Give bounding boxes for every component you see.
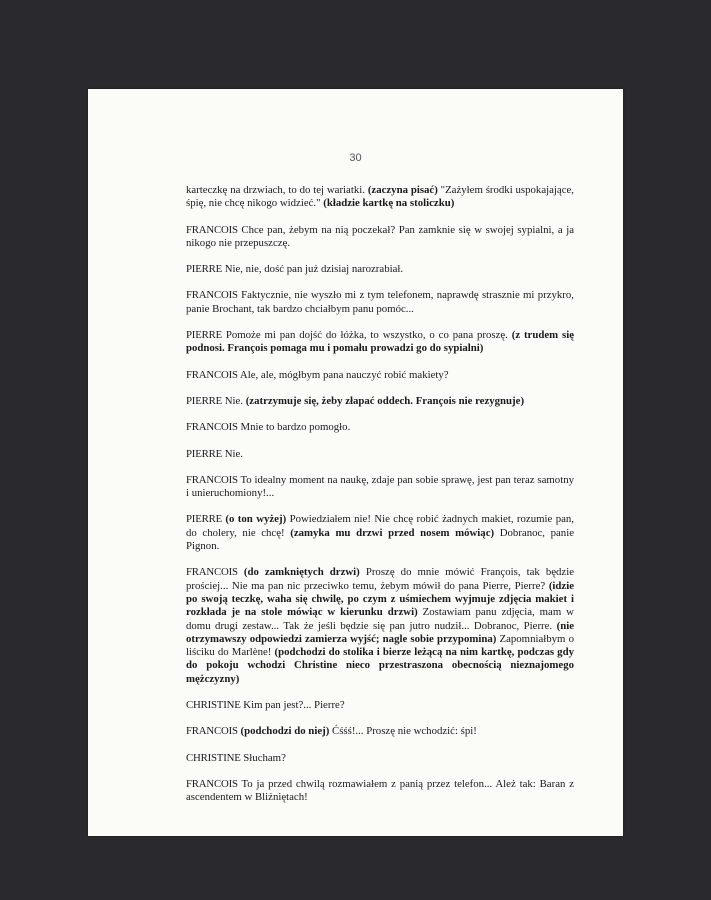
- stage-direction: (zamyka mu drzwi przed nosem mówiąc): [290, 526, 495, 539]
- speaker-name: CHRISTINE: [186, 699, 241, 712]
- dialogue-text: Nie.: [222, 394, 246, 407]
- dialogue-text: Mnie to bardzo pomogło.: [237, 421, 351, 434]
- script-text: [186, 184, 574, 818]
- dialogue-text: Zapomniałbym o liściku do Marlène!: [186, 632, 574, 659]
- stage-direction: (podchodzi do niej): [240, 725, 330, 738]
- script-paragraph: [186, 513, 574, 553]
- stage-direction: (podchodzi do stolika i bierze leżącą na nim kartkę, podczas gdy do pokoju wchodzi Christine nieco przestraszona obecnością nieznajomego mężczyzny): [186, 646, 574, 685]
- script-paragraph: [186, 421, 574, 434]
- script-paragraph: [186, 474, 574, 501]
- speaker-name: FRANCOIS: [186, 725, 238, 738]
- speaker-name: FRANCOIS: [186, 421, 238, 434]
- speaker-name: CHRISTINE: [186, 751, 241, 764]
- script-paragraph: [186, 184, 574, 211]
- script-paragraph: [186, 395, 574, 408]
- stage-direction: (do zamkniętych drzwi): [243, 566, 360, 579]
- speaker-name: PIERRE: [186, 394, 222, 407]
- dialogue-text: Faktycznie, nie wyszło mi z tym telefonem, naprawdę strasznie mi przykro, panie Brochant, tak bardzo chciałbym panu pomóc...: [186, 289, 574, 315]
- speaker-name: PIERRE: [186, 513, 222, 526]
- speaker-name: PIERRE: [186, 447, 222, 460]
- script-paragraph: [186, 263, 574, 276]
- script-paragraph: [186, 224, 574, 251]
- dialogue-text: Ćśśś!... Proszę nie wchodzić: śpi!: [329, 725, 477, 738]
- script-paragraph: [186, 289, 574, 316]
- stage-direction: (idzie po swoją teczkę, waha się chwilę, po czym z uśmiechem wyjmuje zdjęcia makiet i rozkłada je na stole mówiąc w kierunku drzwi): [186, 579, 574, 619]
- stage-direction: (kładzie kartkę na stoliczku): [323, 197, 455, 210]
- script-paragraph: [186, 448, 574, 461]
- stage-direction: (zaczyna pisać): [367, 184, 438, 196]
- speaker-name: FRANCOIS: [186, 368, 238, 381]
- dialogue-text: "Zażyłem środki uspokajające, śpię, nie chcę nikogo widzieć.": [186, 184, 574, 210]
- dialogue-text: Chce pan, żebym na nią poczekał? Pan zamknie się w swojej sypialni, a ja nikogo nie przepuszczę.: [186, 223, 574, 249]
- script-paragraph: [186, 725, 574, 738]
- dialogue-text: To idealny moment na naukę, zdaje pan sobie sprawę, jest pan teraz samotny i unieruchomiony!...: [186, 473, 574, 500]
- dialogue-text: Nie, nie, dość pan już dzisiaj narozrabiał.: [222, 263, 404, 276]
- script-paragraph: [186, 778, 574, 805]
- dialogue-text: Zostawiam panu zdjęcia, mam w domu drugi zestaw... Tak że jeśli będzie się pan jutro nudził... Dobranoc, Pierre.: [186, 606, 574, 632]
- stage-direction: (o ton wyżej): [225, 513, 287, 526]
- script-paragraph: [186, 752, 574, 765]
- speaker-name: PIERRE: [186, 329, 222, 342]
- speaker-name: FRANCOIS: [186, 223, 238, 236]
- dialogue-text: To ja przed chwilą rozmawiałem z panią przez telefon... Ależ tak: Baran z ascendentem w Bliźniętach!: [186, 777, 574, 804]
- dialogue-text: Nie.: [222, 447, 243, 460]
- dialogue-text: Powiedziałem nie! Nie chcę robić żadnych makiet, rozumie pan, do cholery, nie chcę!: [186, 513, 574, 539]
- dialogue-text: Kim pan jest?... Pierre?: [240, 699, 345, 712]
- speaker-name: FRANCOIS: [186, 566, 238, 579]
- speaker-name: FRANCOIS: [186, 289, 238, 302]
- speaker-name: FRANCOIS: [186, 777, 238, 790]
- page-number: 30: [349, 152, 362, 164]
- script-paragraph: [186, 566, 574, 686]
- speaker-name: PIERRE: [186, 263, 222, 276]
- speaker-name: FRANCOIS: [186, 473, 238, 486]
- dialogue-text: karteczkę na drzwiach, to do tej wariatki.: [186, 184, 368, 196]
- script-paragraph: [186, 369, 574, 382]
- dialogue-text: Ale, ale, mógłbym pana nauczyć robić makiety?: [237, 368, 449, 381]
- stage-direction: (nie otrzymawszy odpowiedzi zamierza wyjść; nagle sobie przypomina): [186, 619, 574, 645]
- script-paragraph: [186, 699, 574, 712]
- stage-direction: (zatrzymuje się, żeby złapać oddech. François nie rezygnuje): [245, 394, 525, 407]
- dialogue-text: Dobranoc, panie Pignon.: [186, 526, 574, 553]
- dialogue-text: Proszę do mnie mówić François, tak będzie prościej... Nie ma pan nic przeciwko temu, żebym mówił do pana Pierre, Pierre?: [186, 566, 574, 592]
- script-paragraph: [186, 329, 574, 356]
- stage-direction: (z trudem się podnosi. François pomaga mu i pomału prowadzi go do sypialni): [186, 329, 574, 355]
- dialogue-text: Pomoże mi pan dojść do łóżka, to wszystko, o co pana proszę.: [222, 329, 512, 342]
- script-page: [88, 89, 623, 836]
- dialogue-text: Słucham?: [240, 751, 286, 764]
